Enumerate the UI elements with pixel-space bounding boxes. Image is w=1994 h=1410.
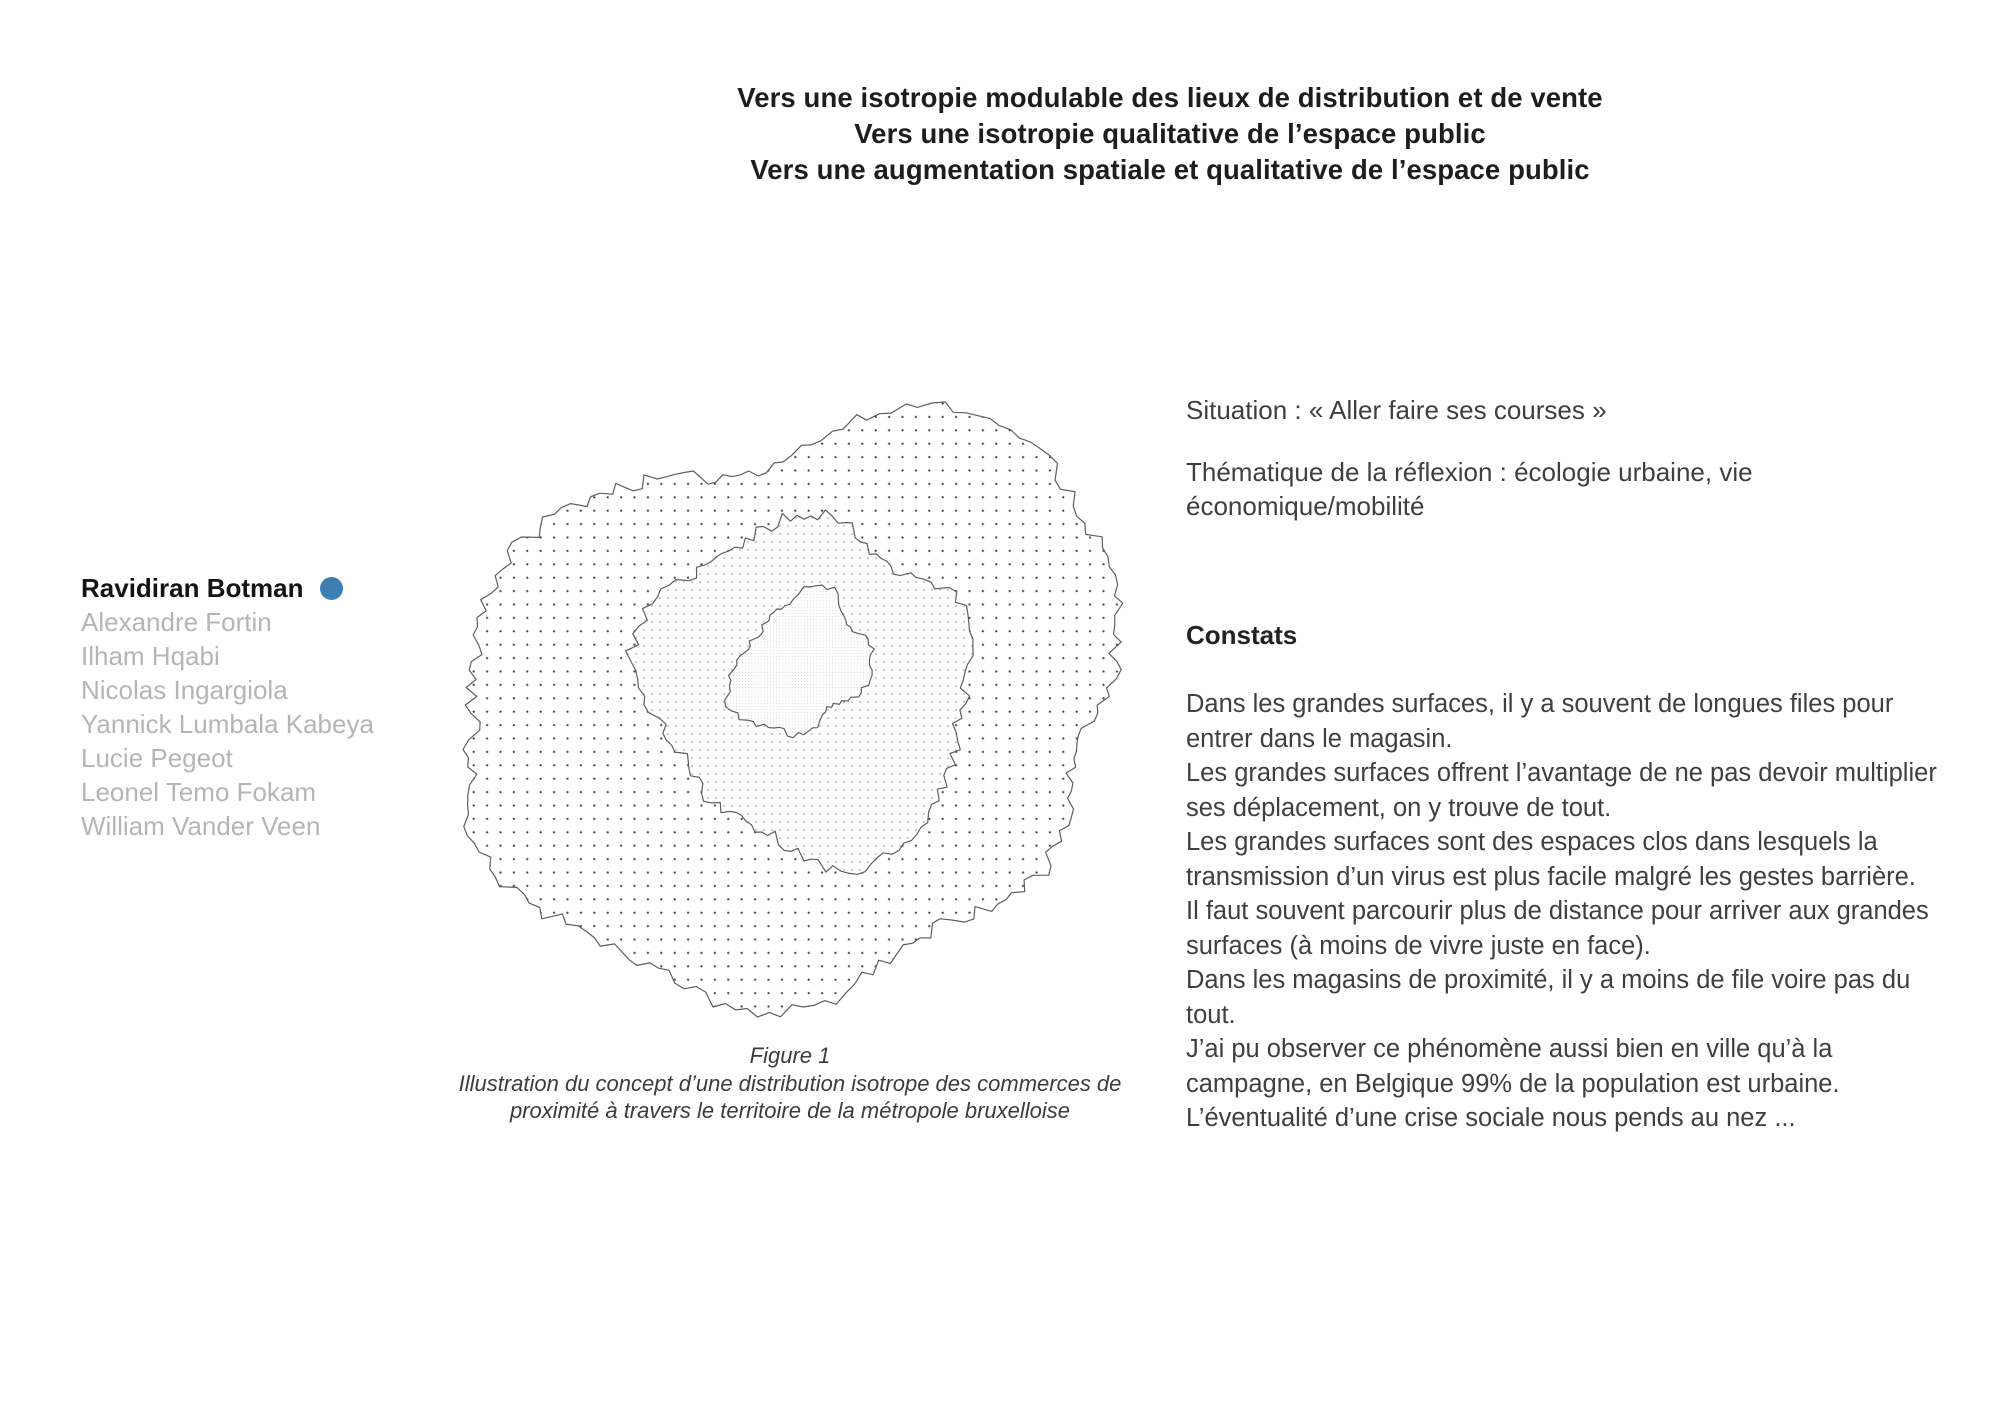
author-name: Leonel Temo Fokam bbox=[81, 777, 317, 807]
figure-caption-title: Figure 1 bbox=[749, 1043, 831, 1068]
page-title bbox=[560, 80, 1780, 188]
situation-line: Situation : « Aller faire ses courses » bbox=[1186, 395, 1607, 425]
author-name: Ravidiran Botman bbox=[81, 573, 304, 603]
constat-item: J’ai pu observer ce phénomène aussi bien en ville qu’à la campagne, en Belgique 99% de la population est urbaine. bbox=[1186, 1035, 1840, 1098]
author-name: Nicolas Ingargiola bbox=[81, 675, 288, 705]
figure-caption bbox=[420, 1042, 1160, 1125]
constat-item: Dans les grandes surfaces, il y a souvent de longues files pour entrer dans le magasin. bbox=[1186, 690, 1894, 753]
title-line-3: Vers une augmentation spatiale et qualitative de l’espace public bbox=[750, 154, 1590, 185]
figure-caption-line: proximité à travers le territoire de la métropole bruxelloise bbox=[509, 1098, 1070, 1123]
constats-list bbox=[1186, 687, 1938, 1136]
author-name: William Vander Veen bbox=[81, 811, 321, 841]
author-highlighted bbox=[81, 571, 374, 605]
thematique-line: Thématique de la réflexion : écologie urbaine, vie économique/mobilité bbox=[1186, 457, 1753, 521]
author-name: Yannick Lumbala Kabeya bbox=[81, 709, 374, 739]
author-name: Alexandre Fortin bbox=[81, 607, 272, 637]
figure-1-map bbox=[400, 370, 1200, 1070]
constats-heading: Constats bbox=[1186, 620, 1298, 650]
title-line-2: Vers une isotropie qualitative de l’espace public bbox=[854, 118, 1486, 149]
authors-list bbox=[81, 571, 374, 843]
constat-item: Les grandes surfaces sont des espaces clos dans lesquels la transmission d’un virus est plus facile malgré les gestes barrière. bbox=[1186, 828, 1916, 891]
constat-item: L’éventualité d’une crise sociale nous pends au nez ... bbox=[1186, 1104, 1796, 1132]
constat-item: Il faut souvent parcourir plus de distance pour arriver aux grandes surfaces (à moins de vivre juste en face). bbox=[1186, 897, 1929, 960]
author-name: Ilham Hqabi bbox=[81, 641, 220, 671]
title-line-1: Vers une isotropie modulable des lieux de distribution et de vente bbox=[737, 82, 1603, 113]
figure-caption-line: Illustration du concept d’une distribution isotrope des commerces de bbox=[458, 1070, 1122, 1096]
author-marker-dot bbox=[320, 577, 343, 600]
constat-item: Dans les magasins de proximité, il y a moins de file voire pas du tout. bbox=[1186, 966, 1911, 1029]
constat-item: Les grandes surfaces offrent l’avantage de ne pas devoir multiplier ses déplacement, on y trouve de tout. bbox=[1186, 759, 1937, 822]
isotropy-map-illustration bbox=[400, 370, 1200, 1070]
author-name: Lucie Pegeot bbox=[81, 743, 233, 773]
